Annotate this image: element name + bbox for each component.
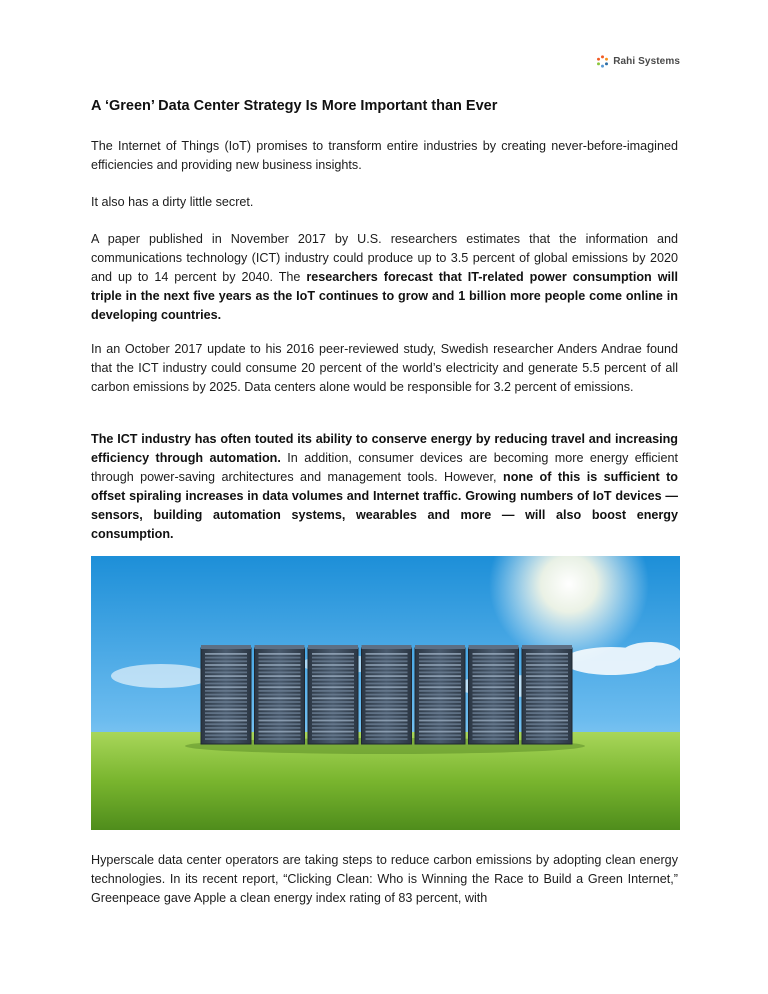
server-rack xyxy=(415,648,465,744)
server-rack xyxy=(362,648,412,744)
paragraph-ict-bold-2: none of this is sufficient to offset spiraling increases in data volumes and Internet traffic. Growing numbers of IoT devices —sensors, building automation systems, wearables and more — will also boost energy consumption. xyxy=(91,470,678,541)
paragraph-research xyxy=(91,230,678,325)
paragraph-research-text: A paper published in November 2017 by U.S. researchers estimates that the information and communications technology (ICT) industry could produce up to 3.5 percent of global emissions by 2020 and up to 14 percent by 2040. The xyxy=(91,232,678,284)
article-title: A ‘Green’ Data Center Strategy Is More Important than Ever xyxy=(91,98,498,114)
rahi-logo-icon xyxy=(596,55,609,68)
paragraph-andrae: In an October 2017 update to his 2016 peer-reviewed study, Swedish researcher Anders Andrae found that the ICT industry could consume 20 percent of the world’s electricity and generate 5.5 percent of all carbon emissions by 2025. Data centers alone would be responsible for 3.2 percent of emissions. xyxy=(91,342,678,394)
server-rack xyxy=(308,648,358,744)
company-logo xyxy=(596,55,680,68)
logo-text: Rahi Systems xyxy=(613,56,680,67)
paragraph-ict xyxy=(91,430,678,544)
server-rack xyxy=(469,648,519,744)
paragraph-research-bold: researchers forecast that IT-related power consumption will triple in the next five years as the IoT continues to grow and 1 billion more people come online in developing countries. xyxy=(91,270,678,322)
server-rack xyxy=(201,648,251,744)
server-racks-illustration xyxy=(91,556,680,830)
paragraph-ict-bold-1: The ICT industry has often touted its ability to conserve energy by reducing travel and increasing efficiency through automation. xyxy=(91,432,678,465)
paragraph-secret: It also has a dirty little secret. xyxy=(91,195,254,209)
server-rack xyxy=(522,648,572,744)
paragraph-ict-text: In addition, consumer devices are becoming more energy efficient through power-saving architectures and management tools. However, xyxy=(91,451,678,484)
paragraph-intro: The Internet of Things (IoT) promises to transform entire industries by creating never-before-imagined efficiencies and providing new business insights. xyxy=(91,139,678,172)
server-racks xyxy=(201,645,572,744)
paragraph-hyperscale: Hyperscale data center operators are taking steps to reduce carbon emissions by adopting clean energy technologies. In its recent report, “Clicking Clean: Who is Winning the Race to Build a Green Internet,” Greenpeace gave Apple a clean energy index rating of 83 percent, with xyxy=(91,853,678,905)
server-rack xyxy=(255,648,305,744)
server-racks-on-grass-image xyxy=(91,556,680,830)
